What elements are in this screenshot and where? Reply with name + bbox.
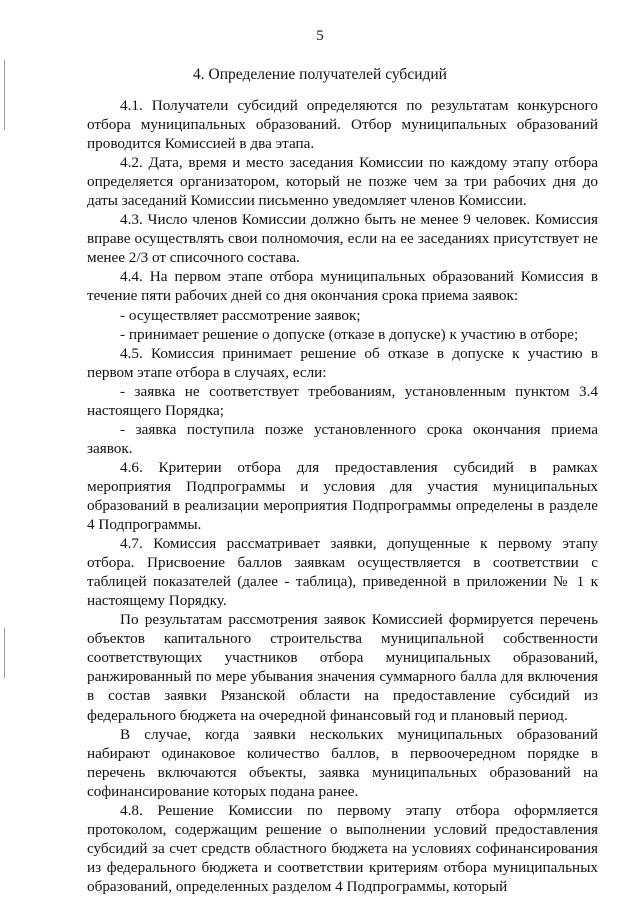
paragraph: 4.2. Дата, время и место заседания Комиссии по каждому этапу отбора определяется организатором, который не позже чем за три рабочих дня до даты заседаний Комиссии письменно уведомляет членов Комиссии. xyxy=(87,154,598,210)
scan-mark xyxy=(4,628,5,678)
paragraph: По результатам рассмотрения заявок Комиссией формируется перечень объектов капитального строительства муниципальной собственности соответствующих участников отбора муниципальных образований, ранжированный по мере убывания значения суммарного балла для включения в состав заявки Рязанской области на предоставление субсидий из федерального бюджета на очередной финансовый год и плановый период. xyxy=(87,611,598,724)
paragraph: 4.8. Решение Комиссии по первому этапу отбора оформляется протоколом, содержащим решение о выполнении условий предоставления субсидий за счет средств областного бюджета на условиях софинансирования из федерального бюджета и соответствии критериям отбора муниципальных образований, определенных разделом 4 Подпрограммы, который xyxy=(87,801,598,895)
list-item: - осуществляет рассмотрение заявок; xyxy=(120,306,361,324)
paragraph: 4.1. Получатели субсидий определяются по результатам конкурсного отбора муниципальных образований. Отбор муниципальных образований проводится Комиссией в два этапа. xyxy=(87,97,598,153)
page-number: 5 xyxy=(316,28,324,44)
paragraph: 4.7. Комиссия рассматривает заявки, допущенные к первому этапу отбора. Присвоение баллов заявкам осуществляется в соответствии с таблицей показателей (далее - таблица), приведенной в приложении № 1 к настоящему Порядку. xyxy=(87,535,598,610)
paragraph: 4.5. Комиссия принимает решение об отказе в допуске к участию в первом этапе отбора в случаях, если: xyxy=(87,344,598,381)
list-item: - заявка поступила позже установленного срока окончания приема заявок. xyxy=(87,420,598,457)
section-heading: 4. Определение получателей субсидий xyxy=(193,66,447,83)
document-body xyxy=(87,96,598,896)
paragraph: 4.4. На первом этапе отбора муниципальных образований Комиссия в течение пяти рабочих дней со дня окончания срока приема заявок: xyxy=(87,268,598,305)
list-item: - заявка не соответствует требованиям, установленным пунктом 3.4 настоящего Порядка; xyxy=(87,382,598,419)
paragraph: 4.6. Критерии отбора для предоставления субсидий в рамках мероприятия Подпрограммы и условия для участия муниципальных образований в реализации мероприятия Подпрограммы определены в разделе 4 Подпрограммы. xyxy=(87,458,598,534)
paragraph: 4.3. Число членов Комиссии должно быть не менее 9 человек. Комиссия вправе осуществлять свои полномочия, если на ее заседаниях присутствует не менее 2/3 от списочного состава. xyxy=(87,211,598,267)
paragraph: В случае, когда заявки нескольких муниципальных образований набирают одинаковое количество баллов, в первоочередном порядке в перечень включаются объекты, заявка муниципальных образований на софинансирование которых подана ранее. xyxy=(87,725,598,800)
list-item: - принимает решение о допуске (отказе в допуске) к участию в отборе; xyxy=(120,325,579,343)
